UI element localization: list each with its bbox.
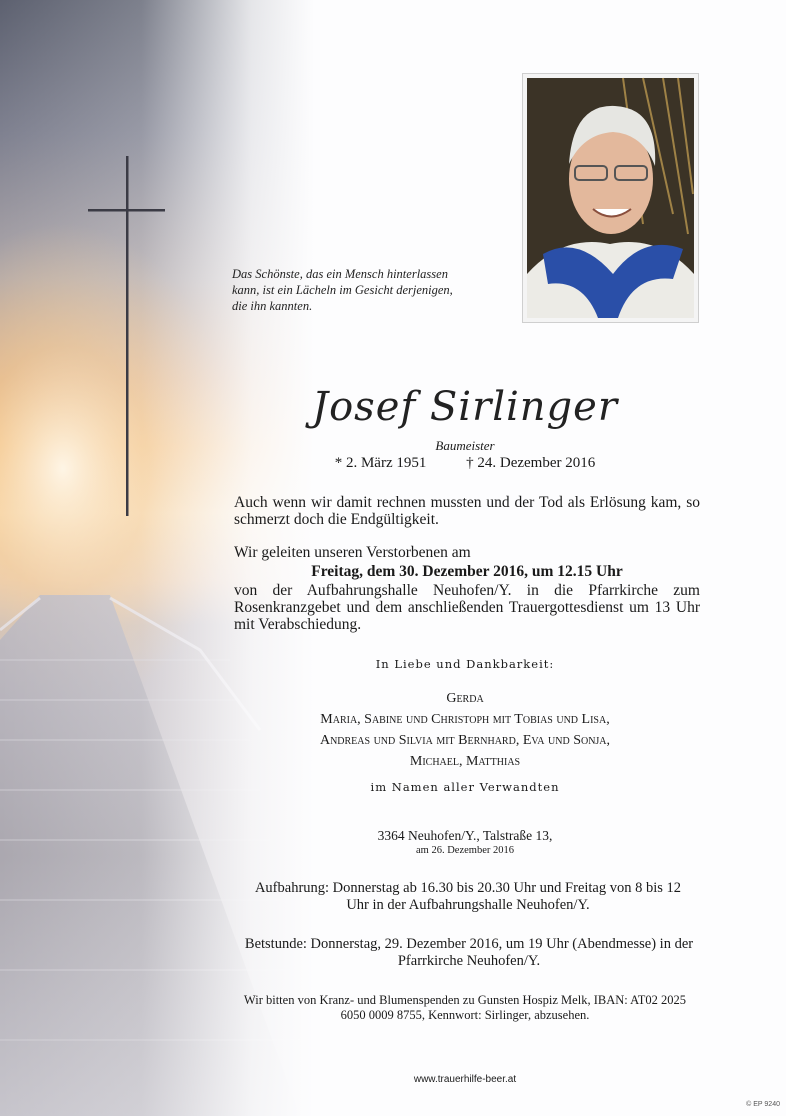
funeral-date: Freitag, dem 30. Dezember 2016, um 12.15 Uhr <box>311 563 623 580</box>
portrait-image <box>523 74 698 322</box>
portrait-photo <box>522 73 699 323</box>
life-dates <box>230 455 700 472</box>
address-block <box>230 828 700 858</box>
family-line: Maria, Sabine und Christoph mit Tobias und Lisa, <box>320 712 610 727</box>
prayer-info: Betstunde: Donnerstag, 29. Dezember 2016, um 19 Uhr (Abendmesse) in der Pfarrkirche Neuhofen/Y. <box>244 936 694 969</box>
viewing-info: Aufbahrung: Donnerstag ab 16.30 bis 20.30 Uhr und Freitag von 8 bis 12 Uhr in der Aufbahrungshalle Neuhofen/Y. <box>254 880 682 913</box>
donation-note: Wir bitten von Kranz- und Blumenspenden zu Gunsten Hospiz Melk, IBAN: AT02 2025 6050 0009 8755, Kennwort: Sirlinger, abzusehen. <box>243 993 687 1022</box>
relatives-line: im Namen aller Verwandten <box>370 780 560 794</box>
funeral-details: von der Aufbahrungshalle Neuhofen/Y. in die Pfarrkirche zum Rosenkranzgebet und dem anschließenden Trauergottesdienst um 13 Uhr mit Verabschiedung. <box>234 582 700 633</box>
family-line: Andreas und Silvia mit Bernhard, Eva und Sonja, <box>319 733 611 748</box>
deceased-name: Josef Sirlinger <box>312 384 618 430</box>
gratitude-heading: In Liebe und Dankbarkeit: <box>375 657 555 671</box>
website-link[interactable]: www.trauerhilfe-beer.at <box>413 1074 517 1085</box>
print-code: © EP 9240 <box>746 1101 780 1108</box>
birth-date: * 2. März 1951 <box>334 455 427 471</box>
paragraph-acceptance: Auch wenn wir damit rechnen mussten und der Tod als Erlösung kam, so schmerzt doch die Endgültigkeit. <box>234 494 700 528</box>
death-date: † 24. Dezember 2016 <box>466 455 596 471</box>
funeral-intro: Wir geleiten unseren Verstorbenen am <box>234 544 471 561</box>
family-line: Michael, Matthias <box>409 754 521 769</box>
address: 3364 Neuhofen/Y., Talstraße 13, <box>377 828 553 843</box>
family-line: Gerda <box>446 691 484 706</box>
address-date: am 26. Dezember 2016 <box>416 845 514 856</box>
memorial-quote: Das Schönste, das ein Mensch hinterlassen kann, ist ein Lächeln im Gesicht derjenigen, die ihn kannten. <box>232 267 453 313</box>
profession: Baumeister <box>435 438 495 453</box>
